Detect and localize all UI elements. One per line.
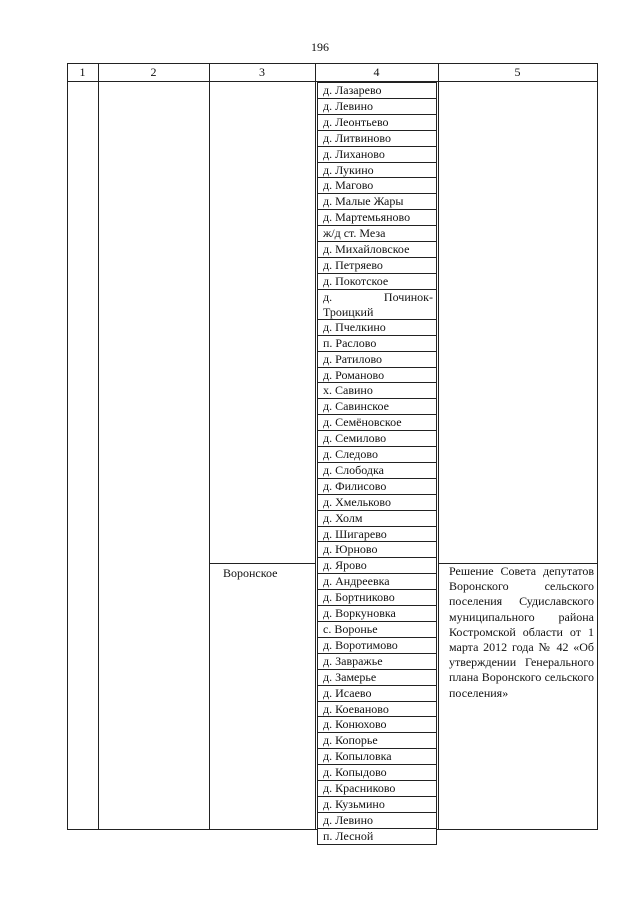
village-cell: д. Конюхово [317, 716, 437, 733]
village-cell: ж/д ст. Меза [317, 225, 437, 242]
village-cell: д. Левино [317, 812, 437, 829]
village-cell: д. Романово [317, 367, 437, 384]
village-cell: д. Исаево [317, 685, 437, 702]
village-cell: д. Бортниково [317, 589, 437, 606]
column-divider-1-2 [98, 63, 99, 830]
village-cell: д. Воркуновка [317, 605, 437, 622]
village-cell: д. Хмельково [317, 494, 437, 511]
village-cell: д. Мартемьяново [317, 209, 437, 226]
page-number: 196 [311, 40, 329, 54]
village-cell: д. Следово [317, 446, 437, 463]
village-cell: д. Копыловка [317, 748, 437, 765]
village-cell: д. Литвиново [317, 130, 437, 147]
header-col-1: 1 [79, 65, 86, 79]
settlement-separator-col3 [209, 563, 315, 564]
village-cell: д. Левино [317, 98, 437, 115]
village-cell: п. Раслово [317, 335, 437, 352]
column-divider-2-3 [209, 63, 210, 830]
village-cell: д. Копыдово [317, 764, 437, 781]
village-cell: с. Воронье [317, 621, 437, 638]
village-cell: д. Покотское [317, 273, 437, 290]
village-cell: д. Семилово [317, 430, 437, 447]
village-cell: д. Ратилово [317, 351, 437, 368]
village-cell: д. Малые Жары [317, 193, 437, 210]
column-divider-right [597, 63, 598, 830]
village-cell: д. Слободка [317, 462, 437, 479]
village-cell: д. Шигарево [317, 526, 437, 543]
village-cell: д. Кузьмино [317, 796, 437, 813]
header-col-2: 2 [150, 65, 157, 79]
village-cell: д. Холм [317, 510, 437, 527]
settlement-name-voronskoe: Воронское [223, 566, 278, 580]
village-cell: д. Починок-Троицкий [317, 289, 437, 320]
village-cell: д. Копорье [317, 732, 437, 749]
village-cell: д. Петряево [317, 257, 437, 274]
column-divider-left [67, 63, 68, 830]
village-cell: д. Пчелкино [317, 319, 437, 336]
village-cell: д. Лукино [317, 162, 437, 179]
village-cell: д. Филисово [317, 478, 437, 495]
village-cell: х. Савино [317, 382, 437, 399]
village-cell: д. Юрново [317, 541, 437, 558]
column-divider-3-4 [315, 63, 316, 830]
village-list [317, 82, 437, 844]
village-cell: д. Коеваново [317, 701, 437, 718]
village-cell: д. Андреевка [317, 573, 437, 590]
village-cell: д. Ярово [317, 557, 437, 574]
village-cell: д. Лазарево [317, 82, 437, 99]
column-divider-4-5 [438, 63, 439, 830]
village-cell: д. Замерье [317, 669, 437, 686]
village-cell: д. Магово [317, 177, 437, 194]
header-col-4: 4 [373, 65, 380, 79]
village-cell: д. Леонтьево [317, 114, 437, 131]
decision-text: Решение Совета депутатов Воронского сельского поселения Судиславского муниципального района Костромской области от 1 марта 2012 года № 42 «Об утверждении Генерального плана Воронского сельского поселения» [449, 564, 594, 700]
village-cell: д. Красниково [317, 780, 437, 797]
village-cell: д. Лиханово [317, 146, 437, 163]
header-col-3: 3 [259, 65, 265, 79]
village-cell: д. Семёновское [317, 414, 437, 431]
village-cell: п. Лесной [317, 828, 437, 845]
header-col-5: 5 [514, 65, 521, 79]
village-cell: д. Савинское [317, 398, 437, 415]
village-cell: д. Воротимово [317, 637, 437, 654]
village-cell: д. Завражье [317, 653, 437, 670]
village-cell: д. Михайловское [317, 241, 437, 258]
